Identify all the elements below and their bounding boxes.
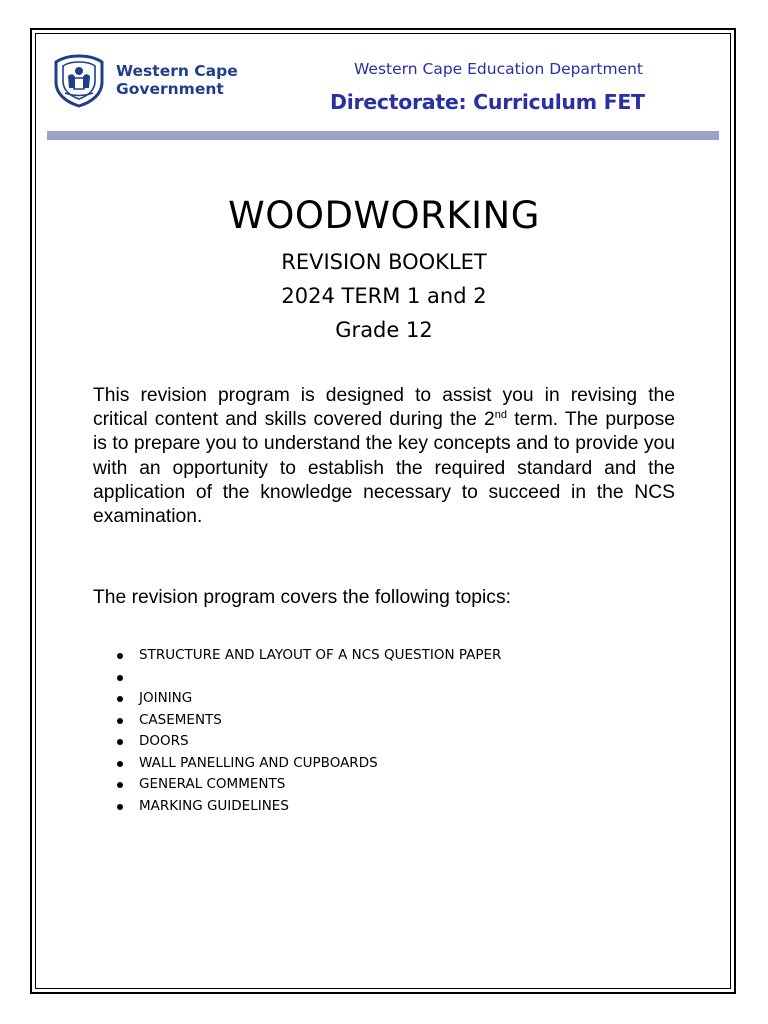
topic-label: CASEMENTS — [139, 711, 222, 728]
booklet-subtitle: REVISION BOOKLET — [281, 250, 487, 274]
grade-label: Grade 12 — [335, 318, 433, 342]
bullet-icon — [117, 739, 123, 745]
bullet-icon — [117, 675, 123, 681]
header-divider — [47, 131, 719, 140]
topic-label: GENERAL COMMENTS — [139, 776, 286, 792]
bullet-icon — [117, 804, 123, 810]
list-item — [114, 645, 501, 667]
western-cape-government-logo — [50, 52, 238, 108]
topic-label: DOORS — [139, 733, 189, 749]
bullet-icon — [117, 718, 123, 724]
bullet-icon — [117, 653, 123, 659]
topic-label: STRUCTURE AND LAYOUT OF A NCS QUESTION PAPER — [139, 647, 502, 663]
list-item — [114, 710, 501, 732]
topic-label: MARKING GUIDELINES — [139, 797, 289, 814]
logo-text-line1: Western Cape — [116, 62, 238, 80]
list-item — [114, 753, 501, 775]
topic-label: WALL PANELLING AND CUPBOARDS — [139, 754, 378, 771]
bullet-icon — [117, 696, 123, 702]
intro-text-part2: term. The purpose is to prepare you to understand the key concepts and to provide you with an opportunity to establish the required standard and the application of the knowledge necessary to succeed in the NCS examination. — [93, 409, 676, 528]
list-item — [114, 731, 501, 753]
list-item — [114, 796, 501, 818]
intro-paragraph — [93, 384, 675, 529]
bullet-icon — [117, 782, 123, 788]
bullet-icon — [117, 761, 123, 767]
topic-label: JOINING — [139, 690, 193, 706]
list-item — [114, 667, 501, 689]
intro-text-part1: This revision program is designed to assist you in revising the critical content and skills covered during the 2 — [93, 385, 675, 431]
term-label: 2024 TERM 1 and 2 — [281, 284, 487, 308]
department-name: Western Cape Education Department — [354, 60, 644, 78]
topics-intro: The revision program covers the following topics: — [93, 587, 511, 608]
coat-of-arms-icon — [50, 52, 108, 108]
page-title: WOODWORKING — [228, 194, 540, 237]
ordinal-suffix: nd — [494, 409, 508, 422]
list-item — [114, 774, 501, 796]
topics-list — [114, 645, 501, 817]
directorate-name: Directorate: Curriculum FET — [330, 90, 645, 114]
logo-text-line2: Government — [116, 80, 224, 98]
list-item — [114, 688, 501, 710]
